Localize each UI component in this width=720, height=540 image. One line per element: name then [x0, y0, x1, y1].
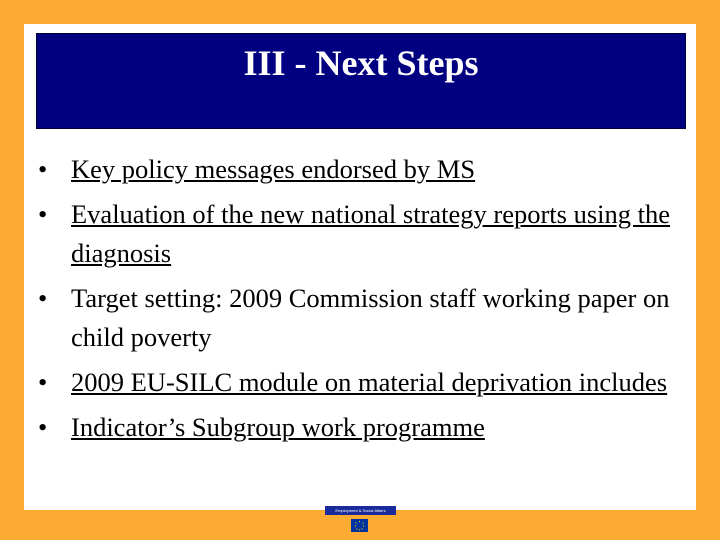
bullet-icon: • [38, 283, 48, 313]
bullet-icon: • [38, 367, 48, 397]
bullet-text: Target setting: 2009 Commission staff working paper on child poverty [71, 283, 670, 352]
bullet-item [36, 279, 686, 357]
bullet-icon: • [38, 199, 48, 229]
bullet-text: 2009 EU-SILC module on material deprivation includes [71, 367, 668, 397]
bullet-item [36, 150, 686, 189]
bullet-icon: • [38, 154, 48, 184]
footer-label: Employment & Social Affairs [325, 506, 396, 515]
bullet-text: Key policy messages endorsed by MS [71, 154, 476, 184]
bullet-list [36, 150, 686, 453]
bullet-item [36, 408, 686, 447]
eu-flag-icon [351, 519, 368, 532]
slide-title: III - Next Steps [243, 43, 479, 83]
bullet-item [36, 195, 686, 273]
title-bar [36, 33, 686, 129]
bullet-item [36, 363, 686, 402]
bullet-text: Indicator’s Subgroup work programme [71, 412, 485, 442]
bullet-text: Evaluation of the new national strategy reports using the diagnosis [71, 199, 671, 268]
bullet-icon: • [38, 412, 48, 442]
